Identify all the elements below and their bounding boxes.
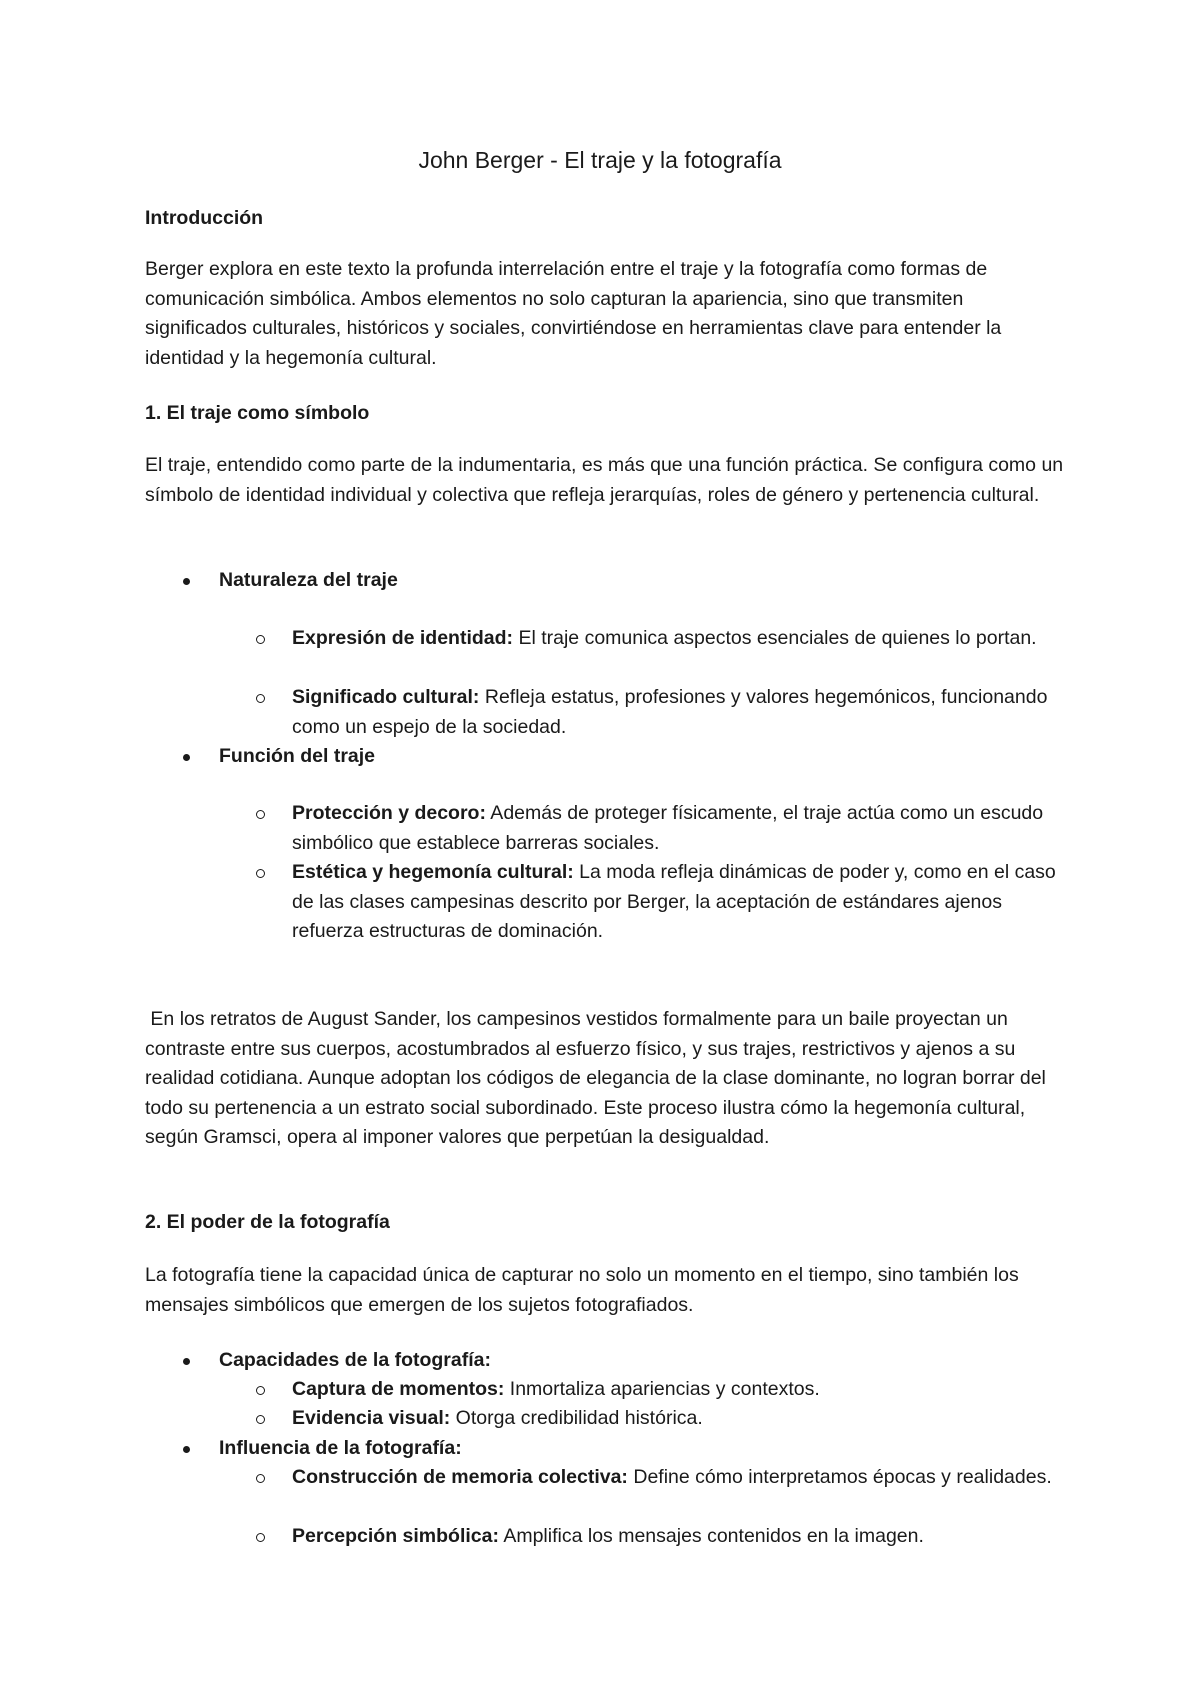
subbullet-label: Expresión de identidad: (292, 627, 514, 649)
bullet-capacidades (183, 1346, 491, 1376)
subbullet-label: Estética y hegemonía cultural: (292, 861, 574, 883)
subbullet-expresion (256, 624, 1076, 654)
bullet-funcion (183, 742, 375, 772)
subbullet-label: Protección y decoro: (292, 802, 486, 824)
subbullet-estetica (256, 858, 1076, 947)
subbullet-significado (256, 683, 1076, 742)
subbullet-label: Evidencia visual: (292, 1407, 451, 1429)
subbullet-percepcion (256, 1522, 1076, 1552)
subbullet-text: Refleja estatus, profesiones y valores hegemónicos, funcionando como un espejo de la sociedad. (292, 686, 1048, 738)
subbullet-text: Define cómo interpretamos épocas y realidades. (627, 1466, 1052, 1488)
subbullet-text: Inmortaliza apariencias y contextos. (504, 1378, 820, 1400)
bullet-label: Influencia de la fotografía: (219, 1437, 462, 1459)
subbullet-proteccion (256, 799, 1076, 858)
subbullet-text: Otorga credibilidad histórica. (450, 1407, 703, 1429)
bullet-influencia (183, 1434, 462, 1464)
subbullet-label: Construcción de memoria colectiva: (292, 1466, 628, 1488)
intro-paragraph: Berger explora en este texto la profunda interrelación entre el traje y la fotografía como formas de comunicación simbólica. Ambos elementos no solo capturan la apariencia, sino que transmiten significados culturales, históricos y sociales, convirtiéndose en herramientas clave para entender la identidad y la hegemonía cultural. (145, 258, 1002, 369)
subbullet-memoria (256, 1463, 1076, 1493)
bullet-label: Función del traje (219, 745, 376, 767)
document-title: John Berger - El traje y la fotografía (418, 147, 782, 173)
bullet-label: Naturaleza del traje (219, 569, 398, 591)
subbullet-evidencia (256, 1404, 1076, 1434)
subbullet-label: Percepción simbólica: (292, 1525, 499, 1547)
subbullet-label: Significado cultural: (292, 686, 480, 708)
subbullet-captura (256, 1375, 1076, 1405)
sander-paragraph: En los retratos de August Sander, los campesinos vestidos formalmente para un baile proyectan un contraste entre sus cuerpos, acostumbrados al esfuerzo físico, y sus trajes, restrictivos y ajenos a su realidad cotidiana. Aunque adoptan los códigos de elegancia de la clase dominante, no logran borrar del todo su pertenencia a un estrato social subordinado. Este proceso ilustra cómo la hegemonía cultural, según Gramsci, opera al imponer valores que perpetúan la desigualdad. (145, 1008, 1052, 1148)
bullet-label: Capacidades de la fotografía: (219, 1349, 491, 1371)
section1-heading: 1. El traje como símbolo (145, 402, 370, 424)
bullet-naturaleza (183, 566, 398, 596)
section1-paragraph: El traje, entendido como parte de la indumentaria, es más que una función práctica. Se configura como un símbolo de identidad individual y colectiva que refleja jerarquías, roles de género y pertenencia cultural. (145, 454, 1064, 506)
section2-paragraph: La fotografía tiene la capacidad única de capturar no solo un momento en el tiempo, sino también los mensajes simbólicos que emergen de los sujetos fotografiados. (145, 1264, 1019, 1316)
subbullet-text: El traje comunica aspectos esenciales de quienes lo portan. (513, 627, 1037, 649)
intro-heading: Introducción (145, 207, 264, 229)
subbullet-label: Captura de momentos: (292, 1378, 505, 1400)
section2-heading: 2. El poder de la fotografía (145, 1211, 390, 1233)
subbullet-text: Amplifica los mensajes contenidos en la imagen. (499, 1525, 924, 1547)
subbullet-text: Además de proteger físicamente, el traje actúa como un escudo simbólico que establece barreras sociales. (292, 802, 1044, 854)
subbullet-text: La moda refleja dinámicas de poder y, como en el caso de las clases campesinas descrito por Berger, la aceptación de estándares ajenos refuerza estructuras de dominación. (292, 861, 1056, 942)
